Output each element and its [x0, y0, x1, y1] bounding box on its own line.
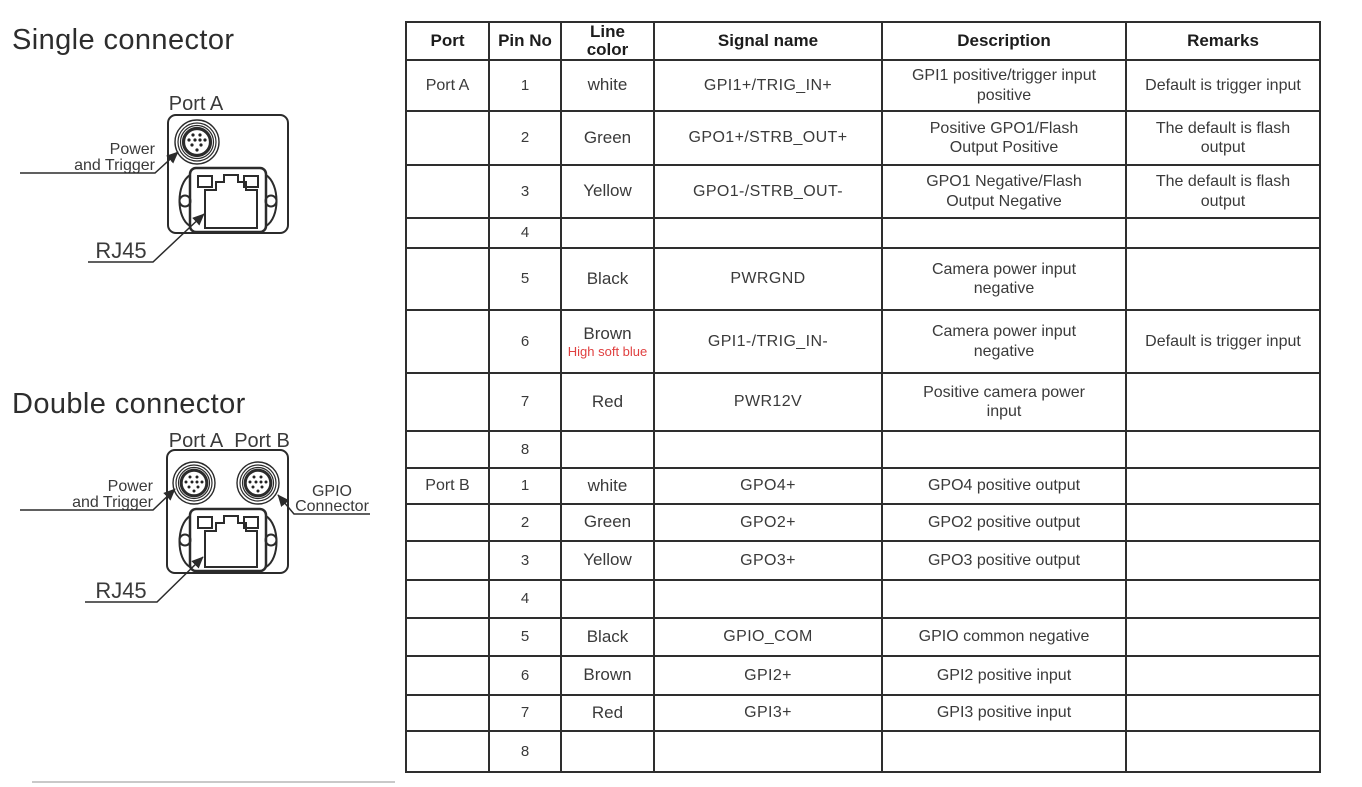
power-trigger-label-line1: Power: [109, 141, 155, 158]
double-port-b-label: Port B: [234, 430, 290, 452]
cell-color: Green: [561, 111, 654, 165]
cell-signal: GPO4+: [654, 468, 882, 504]
cell-desc: [882, 731, 1126, 772]
cell-pin: 1: [489, 468, 561, 504]
double-connector-diagram: [0, 425, 400, 617]
single-connector-title: Single connector: [12, 24, 235, 56]
cell-color: white: [561, 468, 654, 504]
cell-desc: Positive camera power input: [882, 373, 1126, 431]
gpio-connector-label-line2: Connector: [295, 498, 369, 515]
cell-port: Port A: [406, 60, 489, 111]
cell-remarks: Default is trigger input: [1126, 60, 1320, 111]
cell-pin: 3: [489, 541, 561, 580]
cell-remarks: The default is flash output: [1126, 165, 1320, 218]
power-trigger-label-line2: and Trigger: [72, 494, 153, 511]
cell-remarks: [1126, 580, 1320, 618]
cell-desc: [882, 218, 1126, 248]
power-trigger-label-line1: Power: [107, 478, 153, 495]
cell-desc: [882, 580, 1126, 618]
table-row: [406, 695, 1320, 731]
table-row: [406, 111, 1320, 165]
cell-color: white: [561, 60, 654, 111]
table-row: [406, 60, 1320, 111]
cell-pin: 4: [489, 580, 561, 618]
header-signal-name: Signal name: [654, 22, 882, 60]
cell-pin: 4: [489, 218, 561, 248]
cell-pin: 5: [489, 248, 561, 310]
cell-pin: 6: [489, 656, 561, 695]
single-connector-diagram: [0, 90, 310, 272]
header-description: Description: [882, 22, 1126, 60]
cell-port: [406, 248, 489, 310]
cell-color: Black: [561, 618, 654, 656]
cell-pin: 8: [489, 731, 561, 772]
cell-pin: 3: [489, 165, 561, 218]
cell-remarks: [1126, 695, 1320, 731]
cell-color: [561, 731, 654, 772]
cell-port: [406, 656, 489, 695]
cell-signal: GPO1+/STRB_OUT+: [654, 111, 882, 165]
table-row: [406, 731, 1320, 772]
cell-desc: GPO4 positive output: [882, 468, 1126, 504]
cell-signal: GPO2+: [654, 504, 882, 541]
cell-signal: [654, 218, 882, 248]
cell-signal: GPO3+: [654, 541, 882, 580]
cell-desc: GPO1 Negative/Flash Output Negative: [882, 165, 1126, 218]
single-port-a-label: Port A: [168, 93, 224, 115]
cell-signal: [654, 431, 882, 468]
cell-port: [406, 218, 489, 248]
cell-signal: GPI2+: [654, 656, 882, 695]
camera-back-panel: [167, 450, 288, 573]
cell-remarks: [1126, 731, 1320, 772]
cell-color: Red: [561, 695, 654, 731]
cell-signal: [654, 580, 882, 618]
cell-desc: GPI2 positive input: [882, 656, 1126, 695]
table-row: [406, 218, 1320, 248]
cell-signal: GPIO_COM: [654, 618, 882, 656]
header-line-color: Line color: [561, 22, 654, 60]
cell-pin: 8: [489, 431, 561, 468]
cell-remarks: [1126, 504, 1320, 541]
table-row: [406, 580, 1320, 618]
cell-signal: GPO1-/STRB_OUT-: [654, 165, 882, 218]
cell-pin: 2: [489, 504, 561, 541]
table-row: [406, 541, 1320, 580]
single-rj45-label: RJ45: [95, 238, 147, 263]
cell-remarks: [1126, 468, 1320, 504]
cell-remarks: [1126, 541, 1320, 580]
cell-pin: 1: [489, 60, 561, 111]
table-row: [406, 431, 1320, 468]
cell-port: [406, 580, 489, 618]
table-row: [406, 310, 1320, 373]
cell-port: [406, 310, 489, 373]
cell-desc: GPO2 positive output: [882, 504, 1126, 541]
power-trigger-label-line2: and Trigger: [74, 157, 155, 174]
cell-desc: [882, 431, 1126, 468]
cell-desc: Camera power input negative: [882, 248, 1126, 310]
cell-port: [406, 731, 489, 772]
cell-port: [406, 373, 489, 431]
cell-port: [406, 504, 489, 541]
cell-pin: 7: [489, 373, 561, 431]
cell-desc: Camera power input negative: [882, 310, 1126, 373]
cell-signal: GPI1-/TRIG_IN-: [654, 310, 882, 373]
table-header-row: [406, 22, 1320, 60]
table-row: [406, 468, 1320, 504]
cell-color: Yellow: [561, 541, 654, 580]
cell-remarks: The default is flash output: [1126, 111, 1320, 165]
cell-color: [561, 218, 654, 248]
table-row: [406, 618, 1320, 656]
cell-signal: PWRGND: [654, 248, 882, 310]
cell-color: [561, 431, 654, 468]
table-row: [406, 248, 1320, 310]
cell-port: [406, 618, 489, 656]
table-row: [406, 373, 1320, 431]
rj45-jack: [180, 509, 277, 571]
circular-connector-port-a: [175, 120, 219, 164]
cell-desc: GPI3 positive input: [882, 695, 1126, 731]
cell-pin: 6: [489, 310, 561, 373]
cell-port: [406, 695, 489, 731]
connector-pins: [187, 133, 206, 151]
pin-definition-table: [405, 21, 1321, 773]
cell-signal: PWR12V: [654, 373, 882, 431]
cell-remarks: [1126, 431, 1320, 468]
cell-signal: GPI1+/TRIG_IN+: [654, 60, 882, 111]
cell-desc: GPIO common negative: [882, 618, 1126, 656]
gpio-connector-label-line1: GPIO: [311, 483, 353, 500]
cell-port: [406, 431, 489, 468]
cell-remarks: [1126, 373, 1320, 431]
cell-color: [561, 580, 654, 618]
circular-connector-port-a: [173, 462, 215, 504]
line-color-note: High soft blue: [567, 344, 648, 360]
double-connector-title: Double connector: [12, 388, 246, 420]
cell-pin: 7: [489, 695, 561, 731]
cell-signal: [654, 731, 882, 772]
cell-color: Brown: [561, 656, 654, 695]
cell-desc: GPI1 positive/trigger input positive: [882, 60, 1126, 111]
cell-pin: 2: [489, 111, 561, 165]
header-port: Port: [406, 22, 489, 60]
table-row: [406, 165, 1320, 218]
cell-color: Green: [561, 504, 654, 541]
cell-desc: Positive GPO1/Flash Output Positive: [882, 111, 1126, 165]
cell-color: Red: [561, 373, 654, 431]
cell-port: [406, 541, 489, 580]
table-row: [406, 656, 1320, 695]
cell-pin: 5: [489, 618, 561, 656]
table-row: [406, 504, 1320, 541]
header-remarks: Remarks: [1126, 22, 1320, 60]
header-pin-no: Pin No: [489, 22, 561, 60]
cell-color: Brown High soft blue: [561, 310, 654, 373]
double-port-a-label: Port A: [168, 430, 224, 452]
cell-remarks: [1126, 218, 1320, 248]
cell-signal: GPI3+: [654, 695, 882, 731]
cell-desc: GPO3 positive output: [882, 541, 1126, 580]
page-bottom-rule: [32, 781, 395, 783]
cell-remarks: [1126, 248, 1320, 310]
cell-color: Yellow: [561, 165, 654, 218]
cell-port: Port B: [406, 468, 489, 504]
cell-color: Black: [561, 248, 654, 310]
cell-remarks: [1126, 618, 1320, 656]
double-rj45-label: RJ45: [95, 578, 147, 603]
cell-remarks: [1126, 656, 1320, 695]
cell-remarks: Default is trigger input: [1126, 310, 1320, 373]
cell-port: [406, 111, 489, 165]
cell-port: [406, 165, 489, 218]
circular-connector-port-b: [237, 462, 279, 504]
